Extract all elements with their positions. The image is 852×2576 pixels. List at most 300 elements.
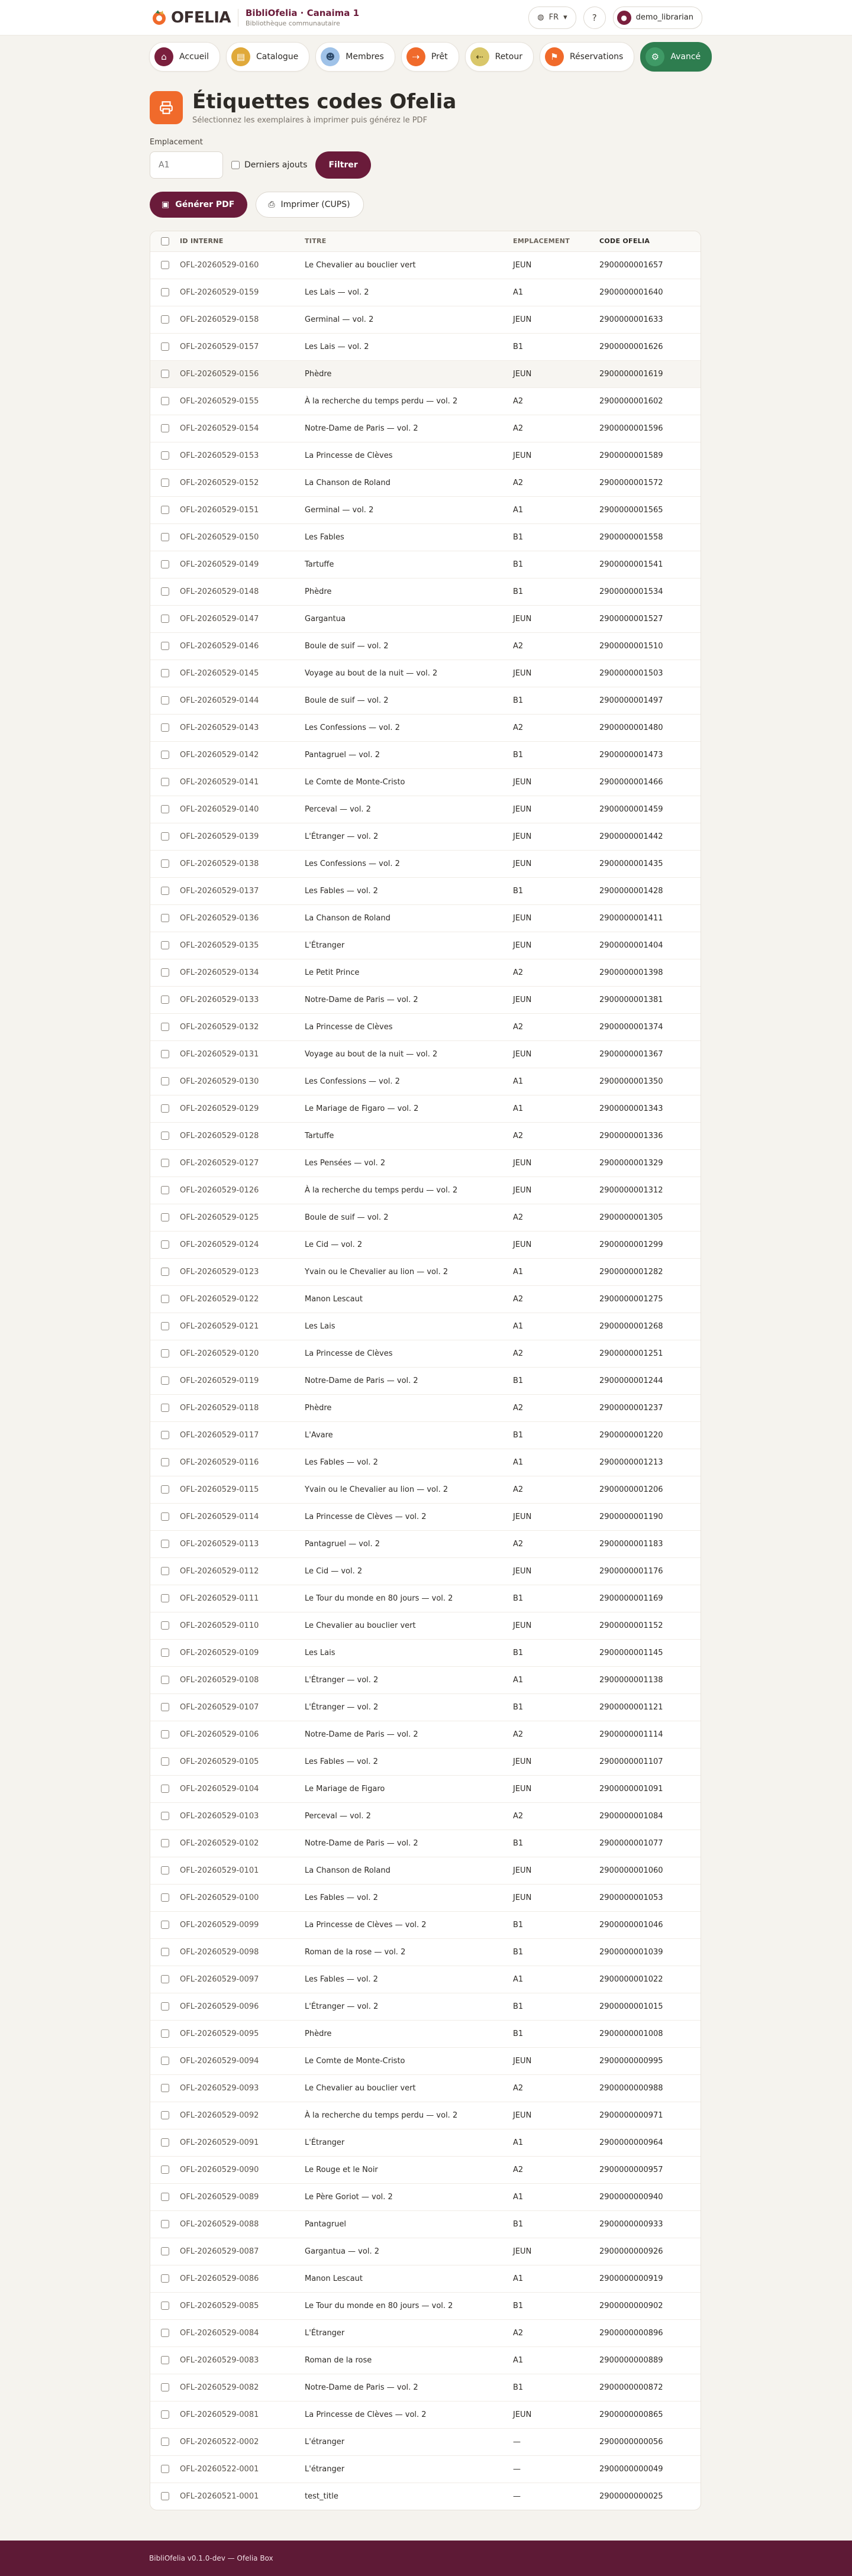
row-checkbox[interactable] [161, 1676, 169, 1684]
cell-id: OFL-20260529-0109 [180, 1639, 305, 1666]
row-checkbox[interactable] [161, 1785, 169, 1793]
cell-id: OFL-20260529-0155 [180, 387, 305, 415]
table-row[interactable] [150, 1476, 701, 1503]
table-row[interactable] [150, 2102, 701, 2129]
row-select-cell [150, 1149, 180, 1177]
table-row[interactable] [150, 877, 701, 904]
row-checkbox[interactable] [161, 2029, 169, 2038]
table-row[interactable] [150, 768, 701, 796]
row-checkbox[interactable] [161, 533, 169, 541]
row-checkbox[interactable] [161, 424, 169, 432]
col-id[interactable]: ID INTERNE [180, 231, 305, 251]
row-select-cell [150, 2047, 180, 2074]
table-row[interactable] [150, 415, 701, 442]
table-row[interactable] [150, 1966, 701, 1993]
cell-title: Le Cid — vol. 2 [305, 1557, 513, 1585]
row-checkbox[interactable] [161, 1839, 169, 1847]
row-checkbox[interactable] [161, 342, 169, 351]
main-nav [0, 35, 852, 78]
table-row[interactable] [150, 578, 701, 605]
table-row[interactable] [150, 2319, 701, 2346]
row-select-cell [150, 415, 180, 442]
table-row[interactable] [150, 932, 701, 959]
row-checkbox[interactable] [161, 2247, 169, 2255]
row-checkbox[interactable] [161, 968, 169, 977]
cell-code: 2900000000957 [599, 2156, 701, 2183]
cell-location: B1 [513, 333, 599, 360]
row-checkbox[interactable] [161, 288, 169, 296]
table-row[interactable] [150, 1884, 701, 1911]
table-row[interactable] [150, 1095, 701, 1122]
row-checkbox[interactable] [161, 778, 169, 786]
table-row[interactable] [150, 1938, 701, 1966]
cell-location: A1 [513, 1068, 599, 1095]
table-row[interactable] [150, 2292, 701, 2319]
table-header-row [150, 231, 701, 251]
table-row[interactable] [150, 1285, 701, 1313]
row-checkbox[interactable] [161, 451, 169, 460]
row-checkbox[interactable] [161, 2274, 169, 2283]
row-checkbox[interactable] [161, 2410, 169, 2419]
row-select-cell [150, 469, 180, 496]
page-header [150, 90, 701, 125]
row-checkbox[interactable] [161, 996, 169, 1004]
table-row[interactable] [150, 1612, 701, 1639]
row-select-cell [150, 333, 180, 360]
cell-id: OFL-20260529-0091 [180, 2129, 305, 2156]
filter-row [150, 151, 701, 179]
row-checkbox[interactable] [161, 2329, 169, 2337]
row-select-cell [150, 687, 180, 714]
cell-id: OFL-20260529-0124 [180, 1231, 305, 1258]
cell-code: 2900000000971 [599, 2102, 701, 2129]
row-checkbox[interactable] [161, 1730, 169, 1738]
cell-title: Les Lais — vol. 2 [305, 333, 513, 360]
row-select-cell [150, 2183, 180, 2210]
cell-title: Perceval — vol. 2 [305, 1802, 513, 1830]
row-checkbox[interactable] [161, 2356, 169, 2364]
cell-id: OFL-20260529-0148 [180, 578, 305, 605]
row-select-cell [150, 850, 180, 877]
row-select-cell [150, 442, 180, 469]
cell-id: OFL-20260529-0083 [180, 2346, 305, 2374]
cell-code: 2900000001404 [599, 932, 701, 959]
row-checkbox[interactable] [161, 1703, 169, 1711]
cell-location: JEUN [513, 932, 599, 959]
table-row[interactable] [150, 279, 701, 306]
location-input[interactable] [150, 151, 223, 179]
row-checkbox[interactable] [161, 1921, 169, 1929]
table-row[interactable] [150, 2210, 701, 2238]
recent-checkbox-label[interactable] [231, 160, 307, 170]
row-checkbox[interactable] [161, 887, 169, 895]
table-row[interactable] [150, 2020, 701, 2047]
cell-code: 2900000001497 [599, 687, 701, 714]
table-row[interactable] [150, 1503, 701, 1530]
row-checkbox[interactable] [161, 1186, 169, 1194]
row-checkbox[interactable] [161, 642, 169, 650]
cell-location: B1 [513, 1993, 599, 2020]
col-title[interactable]: TITRE [305, 231, 513, 251]
col-code[interactable]: CODE OFELIA [599, 231, 701, 251]
cell-title: La Princesse de Clèves — vol. 2 [305, 2401, 513, 2428]
cell-location: JEUN [513, 768, 599, 796]
row-checkbox[interactable] [161, 1621, 169, 1630]
row-checkbox[interactable] [161, 615, 169, 623]
select-all-checkbox[interactable] [161, 237, 169, 245]
language-selector[interactable] [528, 7, 576, 29]
print-cups-button[interactable] [256, 192, 363, 218]
cell-location: A2 [513, 1204, 599, 1231]
cell-id: OFL-20260529-0139 [180, 823, 305, 850]
row-checkbox[interactable] [161, 1295, 169, 1303]
row-checkbox[interactable] [161, 1349, 169, 1358]
table-row[interactable] [150, 442, 701, 469]
table-row[interactable] [150, 2483, 701, 2510]
cell-id: OFL-20260529-0126 [180, 1177, 305, 1204]
row-checkbox[interactable] [161, 1540, 169, 1548]
row-checkbox[interactable] [161, 751, 169, 759]
row-select-cell [150, 496, 180, 523]
cell-code: 2900000001138 [599, 1666, 701, 1693]
cell-location: A2 [513, 1122, 599, 1149]
cell-code: 2900000001596 [599, 415, 701, 442]
return-icon: ⇠ [470, 47, 489, 66]
row-checkbox[interactable] [161, 1104, 169, 1113]
table-row[interactable] [150, 2374, 701, 2401]
table-row[interactable] [150, 306, 701, 333]
row-checkbox[interactable] [161, 1132, 169, 1140]
table-row[interactable] [150, 959, 701, 986]
table-row[interactable] [150, 986, 701, 1013]
cell-id: OFL-20260529-0088 [180, 2210, 305, 2238]
row-checkbox[interactable] [161, 1594, 169, 1602]
cell-id: OFL-20260529-0154 [180, 415, 305, 442]
table-row[interactable] [150, 687, 701, 714]
row-checkbox[interactable] [161, 1458, 169, 1466]
row-checkbox[interactable] [161, 696, 169, 704]
cell-location: B1 [513, 1585, 599, 1612]
row-checkbox[interactable] [161, 2492, 169, 2500]
table-row[interactable] [150, 1830, 701, 1857]
row-checkbox[interactable] [161, 669, 169, 677]
row-checkbox[interactable] [161, 2383, 169, 2391]
row-checkbox[interactable] [161, 2220, 169, 2228]
cell-title: L'Étranger — vol. 2 [305, 1993, 513, 2020]
table-row[interactable] [150, 1258, 701, 1285]
table-row[interactable] [150, 741, 701, 768]
table-row[interactable] [150, 1340, 701, 1367]
row-checkbox[interactable] [161, 805, 169, 813]
row-checkbox[interactable] [161, 1567, 169, 1575]
cell-id: OFL-20260529-0150 [180, 523, 305, 551]
select-all-cell [150, 231, 180, 251]
cell-location: A2 [513, 2074, 599, 2102]
cell-code: 2900000001428 [599, 877, 701, 904]
table-row[interactable] [150, 1721, 701, 1748]
table-row[interactable] [150, 2401, 701, 2428]
cell-title: La Princesse de Clèves — vol. 2 [305, 1503, 513, 1530]
table-row[interactable] [150, 632, 701, 660]
table-row[interactable] [150, 1068, 701, 1095]
row-checkbox[interactable] [161, 1812, 169, 1820]
row-checkbox[interactable] [161, 2057, 169, 2065]
row-checkbox[interactable] [161, 370, 169, 378]
nav-item-membres[interactable] [315, 42, 395, 72]
cell-location: JEUN [513, 1149, 599, 1177]
row-select-cell [150, 1449, 180, 1476]
row-checkbox[interactable] [161, 2193, 169, 2201]
cell-id: OFL-20260529-0116 [180, 1449, 305, 1476]
row-select-cell [150, 1557, 180, 1585]
table-row[interactable] [150, 1748, 701, 1775]
row-checkbox[interactable] [161, 1866, 169, 1874]
cell-location: B1 [513, 687, 599, 714]
table-row[interactable] [150, 2428, 701, 2455]
help-button[interactable] [583, 7, 606, 29]
row-checkbox[interactable] [161, 397, 169, 405]
row-checkbox[interactable] [161, 2138, 169, 2147]
cell-code: 2900000001473 [599, 741, 701, 768]
row-select-cell [150, 768, 180, 796]
cell-title: La Princesse de Clèves — vol. 2 [305, 1911, 513, 1938]
row-select-cell [150, 2374, 180, 2401]
recent-checkbox[interactable] [231, 161, 240, 169]
cell-title: Notre-Dame de Paris — vol. 2 [305, 986, 513, 1013]
table-row[interactable] [150, 1040, 701, 1068]
table-row[interactable] [150, 1367, 701, 1394]
row-select-cell [150, 1693, 180, 1721]
row-checkbox[interactable] [161, 2111, 169, 2119]
table-row[interactable] [150, 2346, 701, 2374]
cell-id: OFL-20260529-0136 [180, 904, 305, 932]
row-checkbox[interactable] [161, 560, 169, 568]
table-row[interactable] [150, 605, 701, 632]
table-row[interactable] [150, 1449, 701, 1476]
table-row[interactable] [150, 1394, 701, 1421]
table-row[interactable] [150, 1775, 701, 1802]
cell-location: A2 [513, 714, 599, 741]
row-select-cell [150, 1313, 180, 1340]
cell-id: OFL-20260529-0096 [180, 1993, 305, 2020]
table-row[interactable] [150, 1313, 701, 1340]
row-checkbox[interactable] [161, 1948, 169, 1956]
nav-label: Accueil [179, 52, 209, 62]
table-row[interactable] [150, 1639, 701, 1666]
cell-location: A2 [513, 1394, 599, 1421]
table-row[interactable] [150, 1530, 701, 1557]
row-checkbox[interactable] [161, 1376, 169, 1385]
cell-code: 2900000000940 [599, 2183, 701, 2210]
table-row[interactable] [150, 2238, 701, 2265]
row-checkbox[interactable] [161, 1431, 169, 1439]
nav-item-avance[interactable] [640, 42, 712, 72]
row-checkbox[interactable] [161, 1975, 169, 1983]
row-checkbox[interactable] [161, 914, 169, 922]
cell-location: A2 [513, 1530, 599, 1557]
row-checkbox[interactable] [161, 479, 169, 487]
row-checkbox[interactable] [161, 1893, 169, 1902]
table-row[interactable] [150, 1204, 701, 1231]
cell-title: Yvain ou le Chevalier au lion — vol. 2 [305, 1258, 513, 1285]
row-checkbox[interactable] [161, 1512, 169, 1521]
col-location[interactable]: EMPLACEMENT [513, 231, 599, 251]
generate-pdf-button[interactable] [150, 192, 247, 218]
cell-title: La Princesse de Clèves [305, 1013, 513, 1040]
table-row[interactable] [150, 496, 701, 523]
cell-location: JEUN [513, 2047, 599, 2074]
row-checkbox[interactable] [161, 506, 169, 514]
recent-label: Derniers ajouts [244, 160, 308, 170]
table-row[interactable] [150, 660, 701, 687]
cell-title: L'Étranger — vol. 2 [305, 1666, 513, 1693]
table-row[interactable] [150, 1802, 701, 1830]
table-row[interactable] [150, 823, 701, 850]
row-checkbox[interactable] [161, 1757, 169, 1766]
printer-small-icon: ⎙ [268, 200, 275, 209]
cell-title: Phèdre [305, 1394, 513, 1421]
row-select-cell [150, 387, 180, 415]
row-checkbox[interactable] [161, 2084, 169, 2092]
user-avatar-icon: ● [617, 11, 631, 25]
row-checkbox[interactable] [161, 2165, 169, 2174]
nav-item-catalogue[interactable] [226, 42, 309, 72]
nav-item-reservations[interactable] [540, 42, 634, 72]
row-select-cell [150, 2319, 180, 2346]
table-row[interactable] [150, 2455, 701, 2483]
cell-id: OFL-20260529-0158 [180, 306, 305, 333]
row-checkbox[interactable] [161, 1322, 169, 1330]
cell-title: Pantagruel [305, 2210, 513, 2238]
row-select-cell [150, 1666, 180, 1693]
table-row[interactable] [150, 360, 701, 387]
nav-label: Catalogue [256, 52, 299, 62]
nav-item-pret[interactable] [401, 42, 459, 72]
row-checkbox[interactable] [161, 261, 169, 269]
footer-text: BibliOfelia v0.1.0-dev — Ofelia Box [149, 2554, 273, 2562]
user-menu[interactable] [613, 7, 702, 29]
row-checkbox[interactable] [161, 1213, 169, 1221]
table-row[interactable] [150, 387, 701, 415]
book-icon: ▤ [231, 47, 250, 66]
cell-location: JEUN [513, 1503, 599, 1530]
table-row[interactable] [150, 1585, 701, 1612]
table-row[interactable] [150, 904, 701, 932]
cell-id: OFL-20260529-0122 [180, 1285, 305, 1313]
row-checkbox[interactable] [161, 1485, 169, 1494]
row-checkbox[interactable] [161, 941, 169, 949]
table-row[interactable] [150, 1911, 701, 1938]
table-row[interactable] [150, 1421, 701, 1449]
cell-code: 2900000001312 [599, 1177, 701, 1204]
cell-title: Le Chevalier au bouclier vert [305, 251, 513, 279]
nav-label: Avancé [670, 52, 701, 62]
table-row[interactable] [150, 714, 701, 741]
users-icon: ☻ [321, 47, 340, 66]
logo[interactable] [150, 8, 231, 27]
row-checkbox[interactable] [161, 1023, 169, 1031]
cell-title: Le Tour du monde en 80 jours — vol. 2 [305, 2292, 513, 2319]
table-row[interactable] [150, 1177, 701, 1204]
cell-location: A1 [513, 2265, 599, 2292]
cell-title: L'Étranger [305, 2129, 513, 2156]
filter-button[interactable]: Filtrer [315, 151, 370, 179]
row-checkbox[interactable] [161, 2465, 169, 2473]
row-checkbox[interactable] [161, 1268, 169, 1276]
logo-text: OFELIA [171, 8, 231, 27]
cell-id: OFL-20260529-0144 [180, 687, 305, 714]
table-row[interactable] [150, 2265, 701, 2292]
cell-id: OFL-20260529-0099 [180, 1911, 305, 1938]
row-checkbox[interactable] [161, 587, 169, 596]
table-row[interactable] [150, 2047, 701, 2074]
cell-id: OFL-20260529-0152 [180, 469, 305, 496]
row-checkbox[interactable] [161, 723, 169, 732]
table-row[interactable] [150, 551, 701, 578]
row-checkbox[interactable] [161, 859, 169, 868]
table-row[interactable] [150, 1993, 701, 2020]
row-checkbox[interactable] [161, 1050, 169, 1058]
row-checkbox[interactable] [161, 1159, 169, 1167]
table-row[interactable] [150, 2183, 701, 2210]
row-checkbox[interactable] [161, 2002, 169, 2011]
table-row[interactable] [150, 2129, 701, 2156]
cell-id: OFL-20260522-0002 [180, 2428, 305, 2455]
cell-code: 2900000001602 [599, 387, 701, 415]
row-checkbox[interactable] [161, 315, 169, 324]
cell-code: 2900000001084 [599, 1802, 701, 1830]
row-checkbox[interactable] [161, 1240, 169, 1249]
cell-location: JEUN [513, 1884, 599, 1911]
table-row[interactable] [150, 850, 701, 877]
labels-table [150, 231, 701, 2510]
table-row[interactable] [150, 469, 701, 496]
table-row[interactable] [150, 251, 701, 279]
cell-title: La Chanson de Roland [305, 904, 513, 932]
table-row[interactable] [150, 523, 701, 551]
cell-location: A1 [513, 2129, 599, 2156]
table-row[interactable] [150, 1557, 701, 1585]
row-checkbox[interactable] [161, 1649, 169, 1657]
row-checkbox[interactable] [161, 1404, 169, 1412]
table-row[interactable] [150, 1013, 701, 1040]
nav-item-accueil[interactable] [149, 42, 220, 72]
cell-location: JEUN [513, 1775, 599, 1802]
cell-id: OFL-20260529-0133 [180, 986, 305, 1013]
table-row[interactable] [150, 333, 701, 360]
cell-code: 2900000001220 [599, 1421, 701, 1449]
table-row[interactable] [150, 1149, 701, 1177]
table-row[interactable] [150, 1693, 701, 1721]
table-row[interactable] [150, 2156, 701, 2183]
row-checkbox[interactable] [161, 1077, 169, 1085]
table-row[interactable] [150, 1666, 701, 1693]
table-row[interactable] [150, 2074, 701, 2102]
row-checkbox[interactable] [161, 2438, 169, 2446]
table-row[interactable] [150, 796, 701, 823]
cell-location: — [513, 2455, 599, 2483]
row-checkbox[interactable] [161, 832, 169, 841]
table-row[interactable] [150, 1857, 701, 1884]
table-row[interactable] [150, 1122, 701, 1149]
row-checkbox[interactable] [161, 2302, 169, 2310]
nav-item-retour[interactable] [465, 42, 534, 72]
cell-location: JEUN [513, 1231, 599, 1258]
cell-id: OFL-20260529-0081 [180, 2401, 305, 2428]
row-select-cell [150, 1231, 180, 1258]
row-select-cell [150, 1177, 180, 1204]
table-row[interactable] [150, 1231, 701, 1258]
